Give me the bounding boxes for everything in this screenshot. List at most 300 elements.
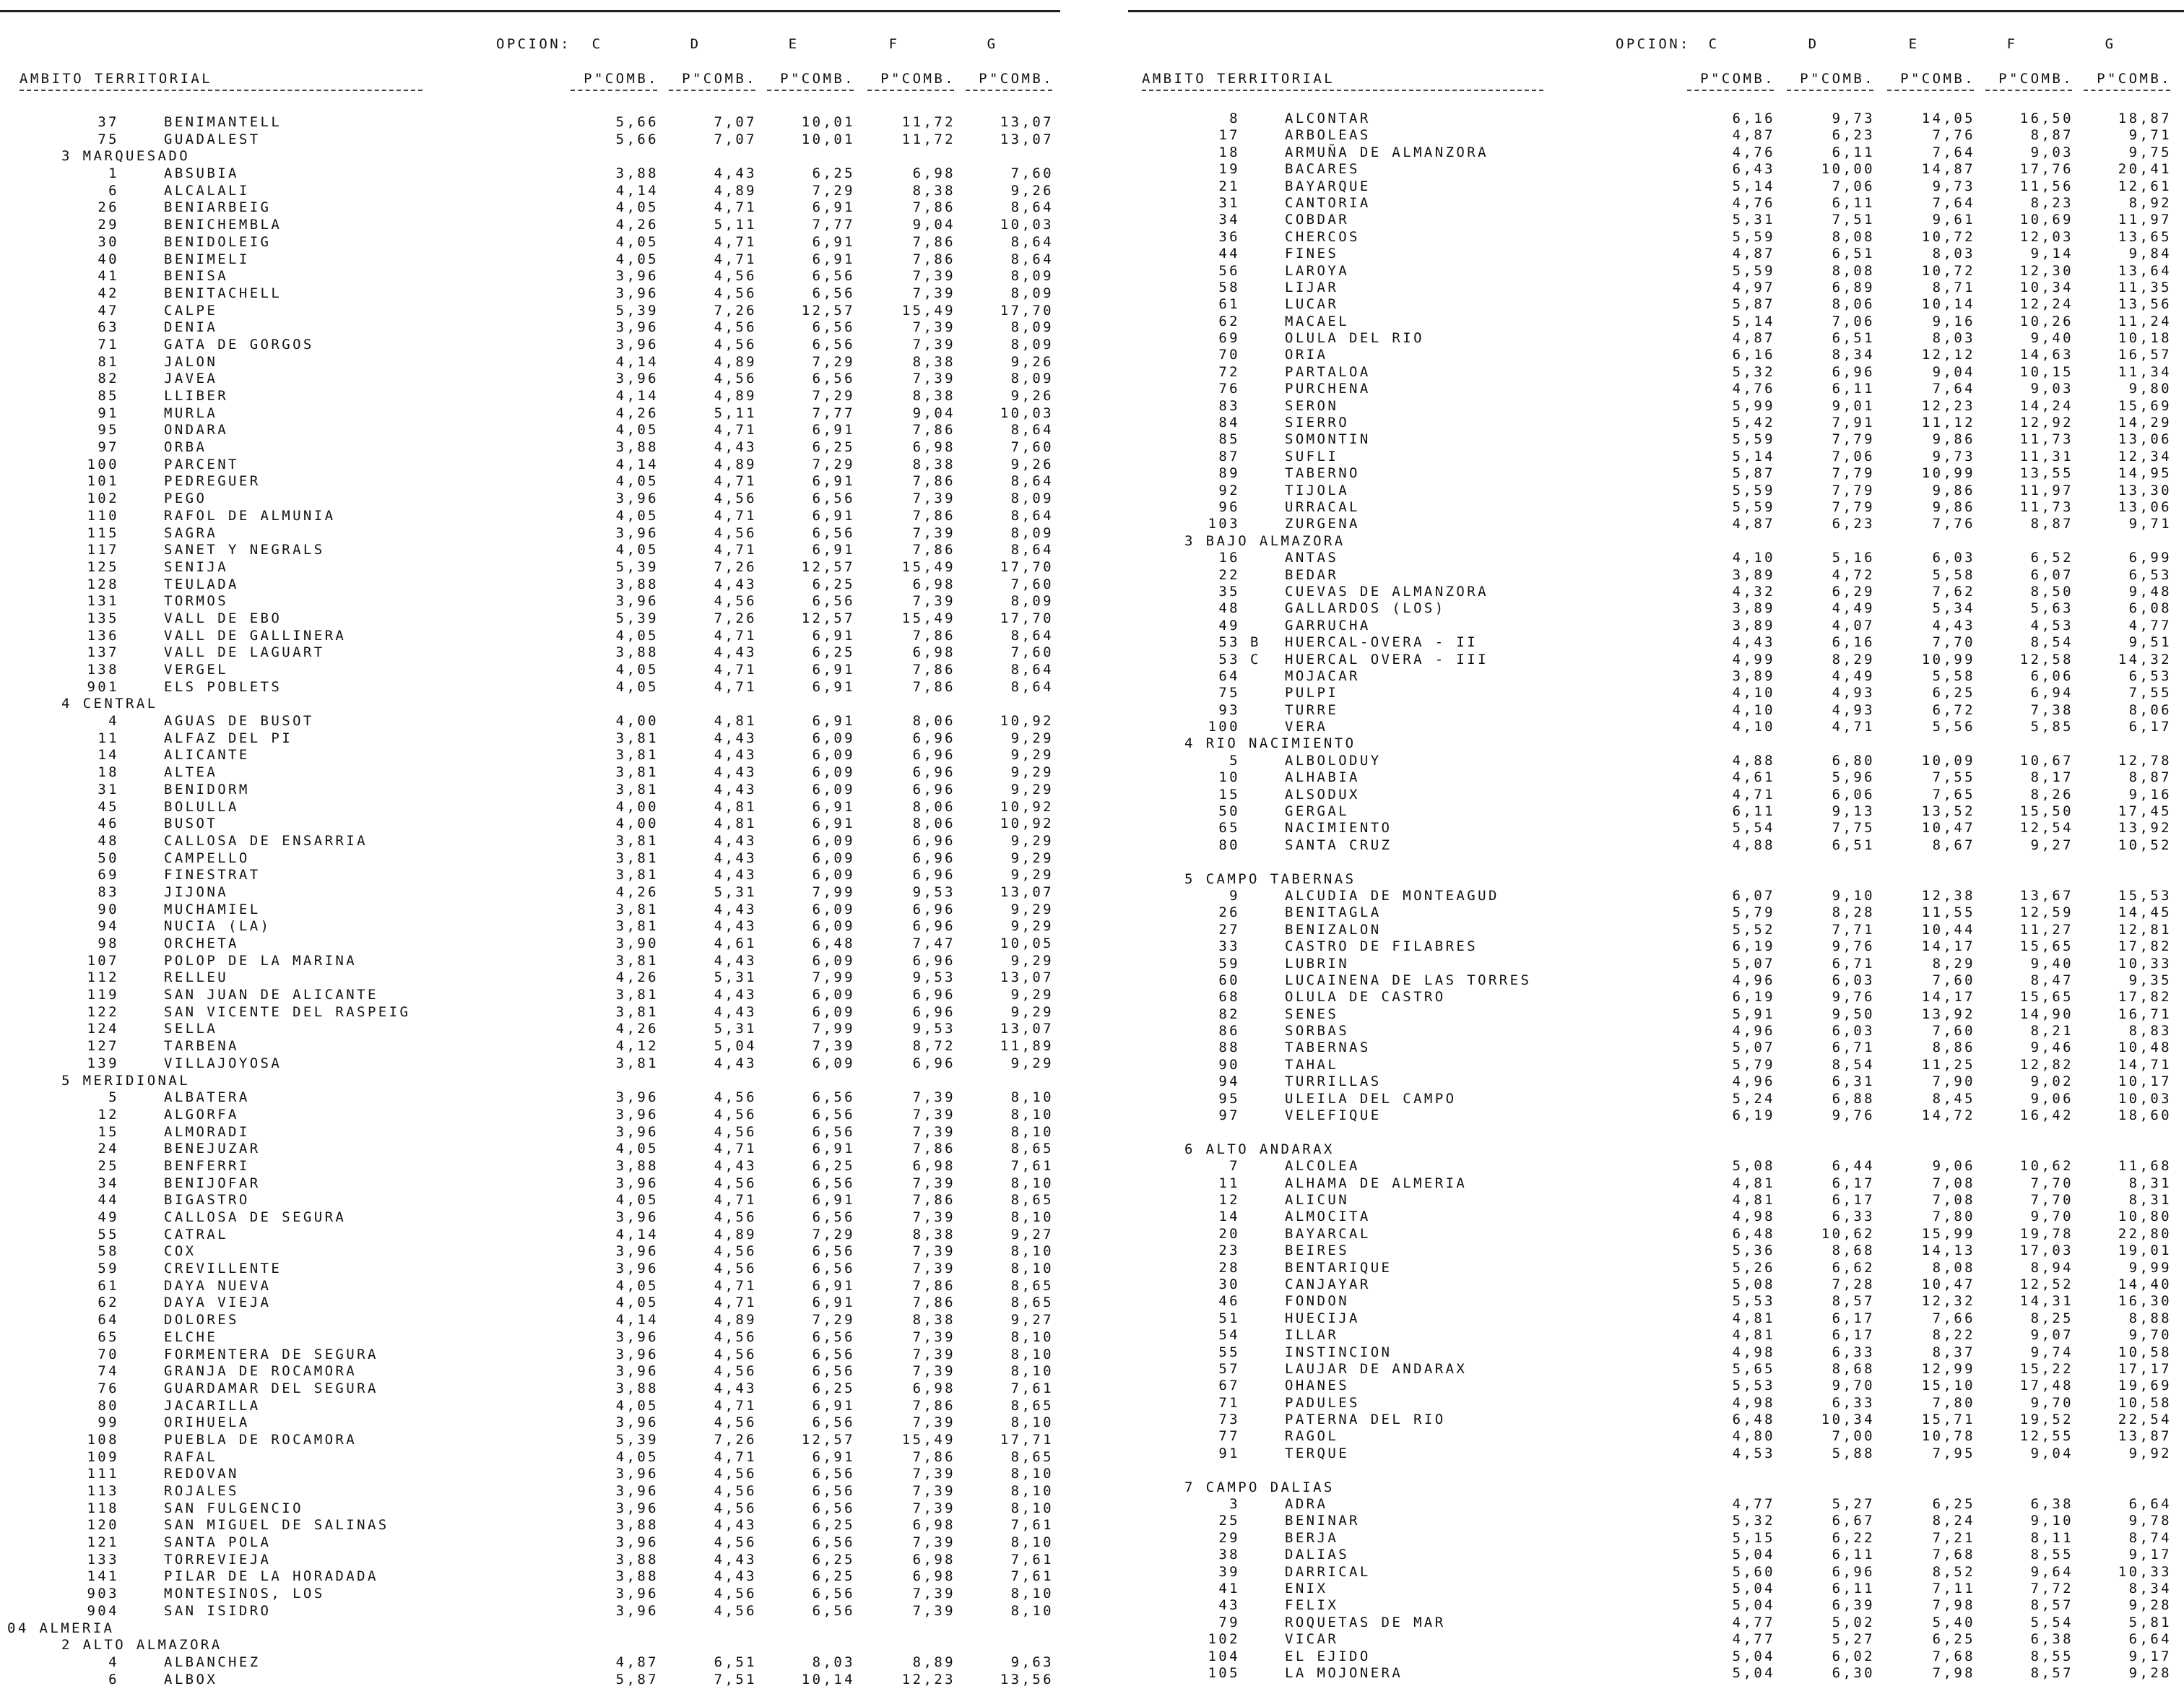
value-d: 4,71 [714,422,757,438]
municipality-name: TAHAL [1285,1056,1339,1073]
table-row [0,525,1092,543]
table-row [0,902,1092,919]
value-f: 10,26 [2019,313,2074,329]
value-e: 9,04 [1932,363,1975,380]
municipality-code: 107 [87,952,119,969]
table-row [0,1363,1092,1380]
municipality-code: 93 [1218,701,1240,718]
municipality-name: RELLEU [164,969,229,986]
value-c: 3,89 [1732,667,1775,684]
table-row [1092,1597,2184,1614]
value-d: 9,76 [1832,989,1875,1006]
value-d: 4,56 [714,1243,757,1260]
value-c: 3,96 [615,268,659,285]
value-c: 4,87 [1732,330,1775,347]
table-row [0,935,1092,953]
value-g: 6,53 [2128,667,2172,684]
value-e: 6,56 [812,524,855,541]
value-f: 6,98 [912,1568,956,1585]
table-row [0,1347,1092,1364]
municipality-code: 84 [1218,415,1240,431]
municipality-code: 64 [1218,667,1240,684]
municipality-code: 64 [98,1312,119,1328]
value-d: 10,00 [1821,161,1875,178]
value-g: 8,10 [1010,1586,1054,1602]
table-row [0,1038,1092,1055]
table-row [1092,685,2184,701]
value-f: 8,06 [912,798,956,815]
municipality-code: 16 [1218,550,1240,566]
municipality-code: 49 [98,1209,119,1225]
value-e: 7,98 [1932,1664,1975,1681]
table-row [1092,1378,2184,1394]
section-title: 3 MARQUESADO [61,148,191,165]
value-g: 9,84 [2128,246,2172,262]
value-e: 7,98 [1932,1597,1975,1614]
value-g: 17,70 [1000,610,1054,626]
municipality-name: CREVILLENTE [164,1261,282,1277]
value-e: 6,56 [812,285,855,301]
value-f: 6,96 [912,832,956,849]
value-f: 7,39 [912,1261,956,1277]
value-d: 6,17 [1832,1327,1875,1344]
value-c: 3,96 [615,1328,659,1345]
value-c: 4,26 [615,1021,659,1037]
table-row [0,918,1092,935]
municipality-code: 82 [98,371,119,387]
value-f: 7,39 [912,1586,956,1602]
value-f: 7,39 [912,319,956,336]
value-c: 4,00 [615,798,659,815]
value-d: 4,43 [714,747,757,764]
municipality-code: 109 [87,1448,119,1465]
value-c: 4,10 [1732,550,1775,566]
municipality-name: FONDON [1285,1293,1350,1310]
value-f: 12,58 [2019,651,2074,667]
municipality-name: VALL DE LAGUART [164,644,325,661]
value-e: 6,25 [812,576,855,592]
municipality-code: 63 [98,319,119,336]
value-d: 5,88 [1832,1445,1875,1461]
value-c: 3,81 [615,730,659,746]
value-d: 4,43 [714,1551,757,1568]
value-c: 3,88 [615,644,659,661]
value-e: 7,60 [1932,1023,1975,1040]
value-e: 8,08 [1932,1259,1975,1276]
municipality-name: BENIMANTELL [164,114,282,130]
value-g: 8,10 [1010,1328,1054,1345]
value-g: 8,10 [1010,1363,1054,1380]
value-f: 8,87 [2030,516,2074,532]
value-f: 8,72 [912,1038,956,1055]
value-g: 17,82 [2118,989,2172,1006]
value-e: 10,47 [1921,820,1975,837]
value-c: 4,43 [1732,634,1775,651]
value-d: 4,56 [714,371,757,387]
value-f: 13,67 [2019,887,2074,904]
municipality-name: BEIRES [1285,1243,1350,1259]
value-e: 12,12 [1921,347,1975,363]
municipality-code: 56 [1218,262,1240,279]
value-c: 3,96 [615,1089,659,1106]
value-e: 10,72 [1921,228,1975,245]
column-underline [867,90,954,92]
value-f: 7,70 [2030,1175,2074,1191]
municipality-code: 26 [98,199,119,216]
municipality-name: DENIA [164,319,218,336]
value-c: 3,96 [615,491,659,507]
value-c: 5,59 [1732,228,1775,245]
section-title: 7 CAMPO DALIAS [1184,1479,1335,1495]
value-c: 5,14 [1732,178,1775,194]
value-g: 12,78 [2118,752,2172,769]
value-d: 7,51 [714,1671,757,1687]
value-c: 4,88 [1732,837,1775,853]
value-d: 4,72 [1832,566,1875,583]
value-f: 7,39 [912,1414,956,1431]
municipality-code: 59 [98,1261,119,1277]
value-e: 6,09 [812,952,855,969]
value-d: 6,11 [1832,144,1875,160]
value-d: 7,26 [714,1431,757,1448]
table-row [1092,499,2184,516]
value-e: 7,65 [1932,786,1975,803]
table-row [1092,483,2184,499]
value-g: 13,07 [1000,883,1054,900]
municipality-name: ALBANCHEZ [164,1654,261,1670]
value-e: 6,56 [812,1466,855,1482]
value-f: 7,86 [912,1397,956,1414]
value-d: 7,07 [714,114,757,130]
value-f: 12,52 [2019,1276,2074,1292]
municipality-code: 62 [98,1295,119,1311]
value-g: 22,80 [2118,1225,2172,1242]
value-d: 9,76 [1832,938,1875,955]
value-f: 15,49 [901,610,956,626]
value-g: 8,10 [1010,1346,1054,1362]
table-row [1092,1057,2184,1073]
municipality-code: 70 [1218,347,1240,363]
value-e: 9,61 [1932,212,1975,228]
value-d: 8,29 [1832,651,1875,667]
value-g: 17,71 [1000,1431,1054,1448]
municipality-name: BOLULLA [164,798,239,815]
municipality-code: 5 [1229,752,1240,769]
value-c: 3,96 [615,371,659,387]
value-e: 7,70 [1932,634,1975,651]
municipality-name: BENIARBEIG [164,199,272,216]
value-c: 4,97 [1732,279,1775,295]
value-e: 6,09 [812,764,855,781]
municipality-code: 94 [1218,1073,1240,1090]
municipality-code: 3 [1229,1496,1240,1513]
value-f: 12,24 [2019,296,2074,313]
table-row [0,969,1092,987]
value-c: 4,87 [1732,516,1775,532]
value-e: 10,44 [1921,921,1975,938]
municipality-code: 1 [108,165,119,182]
value-e: 6,91 [812,713,855,730]
municipality-code: 77 [1218,1428,1240,1445]
table-row [0,1672,1092,1689]
table-row [0,713,1092,730]
value-c: 5,14 [1732,448,1775,464]
value-g: 10,03 [1000,405,1054,421]
value-d: 4,43 [714,165,757,182]
value-d: 4,56 [714,1414,757,1431]
value-f: 5,85 [2030,719,2074,735]
table-row [1092,144,2184,161]
value-d: 5,16 [1832,550,1875,566]
value-e: 6,91 [812,473,855,490]
value-c: 4,96 [1732,1073,1775,1090]
municipality-code-suffix: B [1250,634,1261,651]
municipality-code: 115 [87,524,119,541]
value-f: 9,27 [2030,837,2074,853]
table-row [1092,1023,2184,1040]
municipality-name: AGUAS DE BUSOT [164,713,314,730]
value-g: 9,75 [2128,144,2172,160]
section-title: 5 CAMPO TABERNAS [1184,870,1356,887]
table-row [0,303,1092,320]
value-c: 3,96 [615,1261,659,1277]
option-letter-c: C [1708,36,1720,52]
value-g: 9,29 [1010,832,1054,849]
municipality-name: BENIMELI [164,251,250,267]
value-f: 9,04 [912,217,956,233]
value-e: 6,91 [812,507,855,524]
municipality-name: PILAR DE LA HORADADA [164,1568,378,1585]
table-row [1092,398,2184,415]
value-g: 13,07 [1000,1021,1054,1037]
value-d: 4,43 [714,439,757,456]
value-d: 6,23 [1832,127,1875,144]
value-d: 4,56 [714,1175,757,1191]
value-d: 5,96 [1832,769,1875,786]
value-c: 3,96 [615,1209,659,1225]
value-g: 9,48 [2128,583,2172,600]
value-c: 4,00 [615,816,659,832]
value-f: 7,86 [912,507,956,524]
municipality-code: 135 [87,610,119,626]
table-row [0,183,1092,200]
value-d: 4,71 [714,473,757,490]
value-d: 4,56 [714,1346,757,1362]
value-f: 11,31 [2019,448,2074,464]
municipality-code: 121 [87,1534,119,1551]
municipality-name: ALCONTAR [1285,111,1371,126]
municipality-name: SANET Y NEGRALS [164,542,325,558]
table-row [0,1380,1092,1398]
municipality-code: 6 [108,1671,119,1687]
municipality-code: 111 [87,1466,119,1482]
value-g: 8,10 [1010,1243,1054,1260]
table-row [0,559,1092,576]
municipality-name: PARCENT [164,456,239,472]
value-c: 4,77 [1732,1496,1775,1513]
value-d: 4,71 [714,662,757,678]
value-e: 6,56 [812,1500,855,1516]
value-g: 9,17 [2128,1648,2172,1664]
value-e: 6,09 [812,987,855,1003]
value-f: 12,23 [901,1671,956,1687]
municipality-code: 53 [1218,634,1240,651]
value-c: 3,88 [615,576,659,592]
value-e: 7,80 [1932,1394,1975,1411]
value-g: 7,55 [2128,685,2172,701]
table-row [0,131,1092,149]
municipality-name: JACARILLA [164,1397,261,1414]
column-underline [767,90,854,92]
value-d: 6,39 [1832,1597,1875,1614]
municipality-code: 73 [1218,1412,1240,1428]
value-f: 7,39 [912,1106,956,1123]
municipality-code: 8 [1229,111,1240,126]
municipality-name: BEDAR [1285,566,1339,583]
value-e: 6,56 [812,1534,855,1551]
municipality-code: 96 [1218,498,1240,515]
value-c: 5,53 [1732,1378,1775,1394]
value-d: 5,31 [714,969,757,986]
table-row [0,251,1092,269]
municipality-code: 118 [87,1500,119,1516]
value-e: 6,56 [812,336,855,353]
value-d: 4,71 [714,1141,757,1157]
section-title: 5 MERIDIONAL [61,1072,191,1089]
column-header: P"COMB. [880,71,956,87]
table-row [1092,280,2184,296]
value-d: 7,06 [1832,178,1875,194]
value-d: 6,80 [1832,752,1875,769]
value-e: 5,56 [1932,719,1975,735]
value-d: 7,00 [1832,1428,1875,1445]
value-d: 6,33 [1832,1209,1875,1225]
value-g: 12,34 [2118,448,2172,464]
value-c: 3,88 [615,1517,659,1534]
value-f: 10,15 [2019,363,2074,380]
value-e: 7,29 [812,182,855,199]
value-e: 6,25 [812,1380,855,1396]
value-e: 6,56 [812,1483,855,1499]
value-f: 6,96 [912,918,956,935]
municipality-code: 83 [1218,397,1240,414]
value-e: 6,91 [812,1141,855,1157]
column-underline [966,90,1052,92]
table-row [0,1261,1092,1278]
municipality-name: POLOP DE LA MARINA [164,952,358,969]
value-g: 17,17 [2118,1360,2172,1377]
municipality-name: DARRICAL [1285,1563,1371,1580]
value-g: 8,65 [1010,1277,1054,1294]
column-header: P"COMB. [1998,71,2074,87]
value-c: 4,14 [615,353,659,370]
value-d: 6,06 [1832,786,1875,803]
municipality-code: 21 [1218,178,1240,194]
municipality-code: 71 [1218,1394,1240,1411]
value-f: 7,86 [912,1192,956,1209]
value-c: 4,96 [1732,972,1775,988]
value-g: 14,95 [2118,465,2172,482]
municipality-code: 105 [1208,1664,1240,1681]
value-f: 7,39 [912,1534,956,1551]
value-f: 8,87 [2030,127,2074,144]
value-g: 8,10 [1010,1106,1054,1123]
value-f: 7,86 [912,1295,956,1311]
value-f: 7,39 [912,268,956,285]
municipality-code-suffix: C [1250,651,1261,667]
table-row [0,388,1092,405]
ambito-underline [20,90,422,92]
column-underline [1687,90,1774,92]
value-c: 4,05 [615,662,659,678]
value-f: 14,24 [2019,397,2074,414]
section-row [0,1073,1092,1090]
value-f: 6,96 [912,764,956,781]
table-row [1092,1547,2184,1563]
value-g: 8,34 [2128,1580,2172,1596]
value-d: 7,51 [1832,212,1875,228]
value-f: 19,52 [2019,1412,2074,1428]
value-c: 5,99 [1732,397,1775,414]
value-g: 17,70 [1000,302,1054,319]
value-d: 7,75 [1832,820,1875,837]
municipality-code: 54 [1218,1327,1240,1344]
municipality-name: TIJOLA [1285,482,1350,498]
value-d: 4,43 [714,901,757,917]
municipality-code: 22 [1218,566,1240,583]
value-e: 6,09 [812,747,855,764]
value-e: 7,29 [812,388,855,404]
table-row [1092,364,2184,381]
value-c: 3,81 [615,781,659,798]
value-g: 11,24 [2118,313,2172,329]
value-f: 19,78 [2019,1225,2074,1242]
value-g: 13,92 [2118,820,2172,837]
value-f: 15,49 [901,302,956,319]
value-g: 13,07 [1000,114,1054,130]
municipality-name: BUSOT [164,816,218,832]
municipality-code: 50 [98,850,119,866]
value-g: 11,68 [2118,1158,2172,1175]
table-row [1092,652,2184,668]
value-g: 9,92 [2128,1445,2172,1461]
value-c: 6,43 [1732,161,1775,178]
municipality-code: 25 [98,1157,119,1174]
table-row [1092,567,2184,584]
municipality-code: 89 [1218,465,1240,482]
value-f: 11,72 [901,114,956,130]
value-c: 5,39 [615,1431,659,1448]
municipality-name: ALMORADI [164,1123,250,1140]
value-f: 11,73 [2019,498,2074,515]
value-f: 14,31 [2019,1293,2074,1310]
value-c: 4,14 [615,182,659,199]
value-e: 10,14 [1921,296,1975,313]
municipality-name: BENIDORM [164,781,250,798]
table-row [1092,1530,2184,1547]
value-c: 5,14 [1732,313,1775,329]
right-page [1092,0,2184,1694]
municipality-code: 101 [87,473,119,490]
municipality-name: GUARDAMAR DEL SEGURA [164,1380,378,1396]
value-d: 4,89 [714,1226,757,1243]
municipality-name: ALTEA [164,764,218,781]
value-d: 8,68 [1832,1360,1875,1377]
value-f: 9,53 [912,1021,956,1037]
value-c: 4,26 [615,883,659,900]
municipality-name: GERGAL [1285,803,1350,820]
municipality-code: 120 [87,1517,119,1534]
